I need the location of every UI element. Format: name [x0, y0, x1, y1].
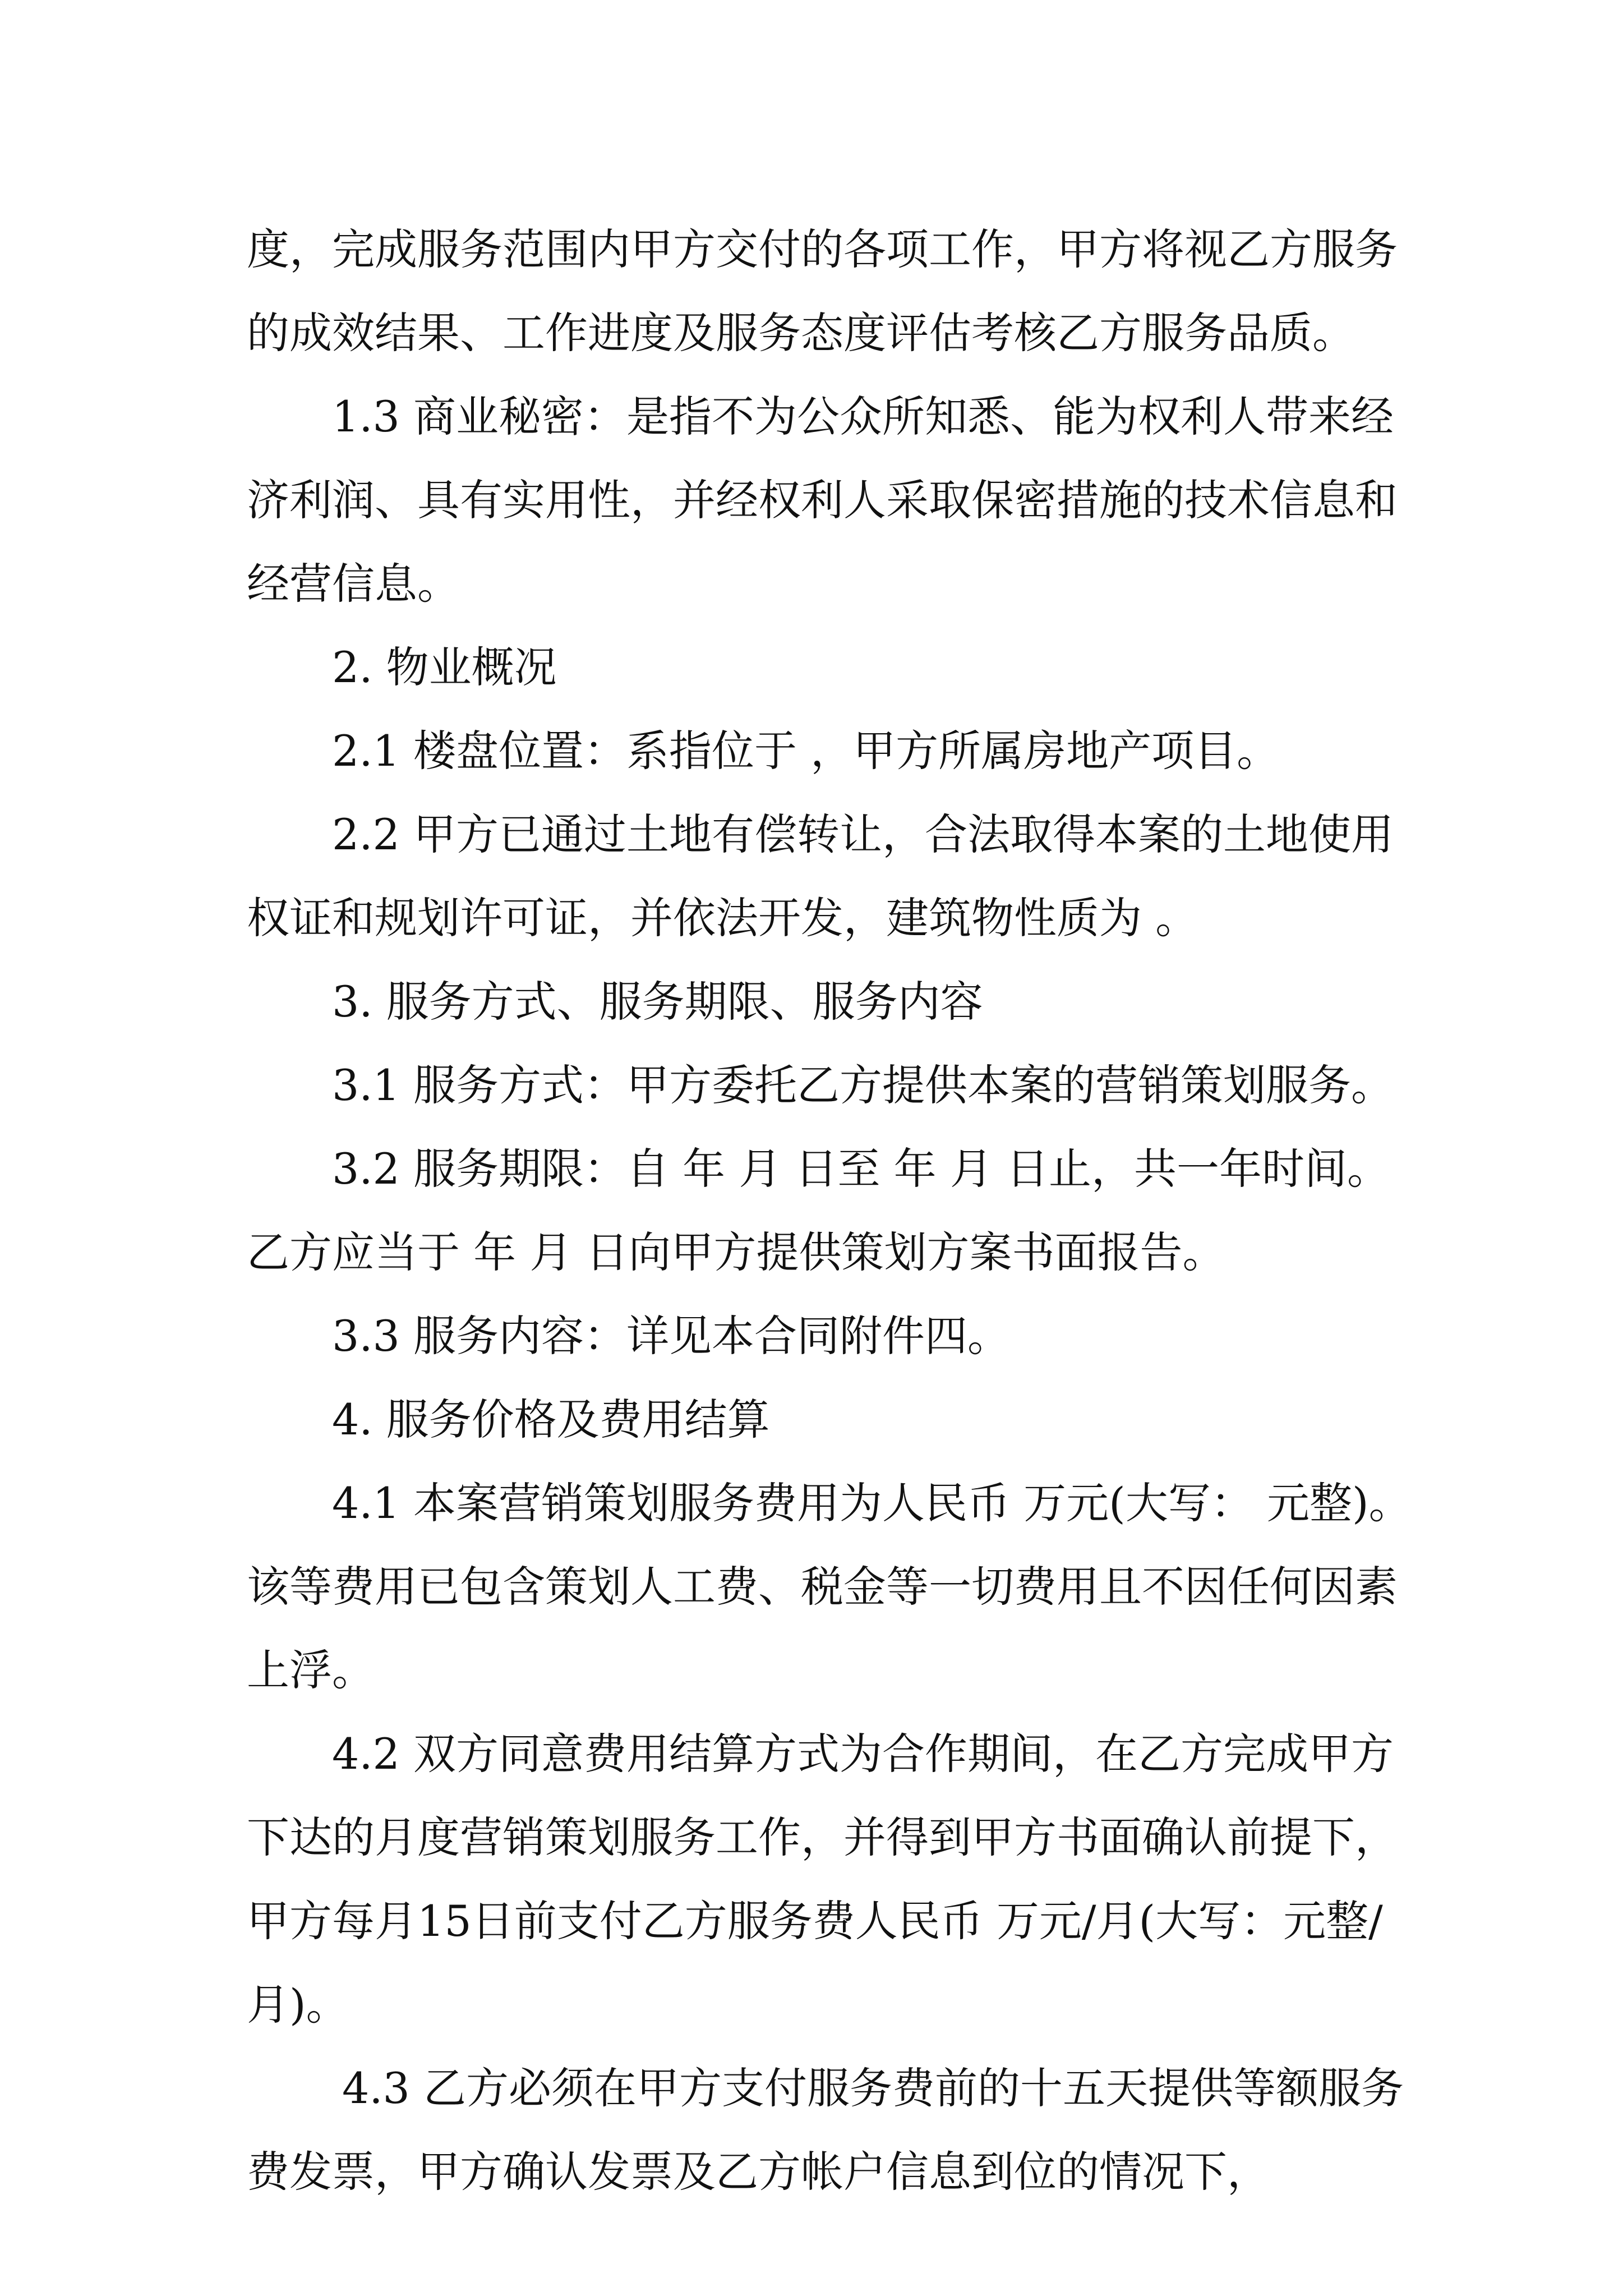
heading-3-service-terms: 3. 服务方式、服务期限、服务内容	[332, 977, 983, 1027]
paragraph-3-1-service-method: 3.1 服务方式：甲方委托乙方提供本案的营销策划服务。	[332, 1060, 1394, 1110]
paragraph-1-3-trade-secret: 1.3 商业秘密：是指不为公众所知悉、能为权利人带来经济利润、具有实用性，并经权利人采取保密措施的技术信息和经营信息。	[247, 392, 1398, 609]
paragraph-3-2-service-period: 3.2 服务期限：自 年 月 日至 年 月 日止，共一年时间。乙方应当于 年 月 日向甲方提供策划方案书面报告。	[247, 1144, 1390, 1277]
paragraph-2-2-land-use: 2.2 甲方已通过土地有偿转让，合法取得本案的土地使用权证和规划许可证，并依法开发，建筑物性质为 。	[247, 809, 1394, 943]
paragraph-4-3-invoice: 4.3 乙方必须在甲方支付服务费前的十五天提供等额服务费发票，甲方确认发票及乙方帐户信息到位的情况下，	[247, 2063, 1404, 2197]
paragraph-service-evaluation: 度，完成服务范围内甲方交付的各项工作，甲方将视乙方服务的成效结果、工作进度及服务态度评估考核乙方服务品质。	[247, 224, 1398, 358]
paragraph-4-1-service-fee: 4.1 本案营销策划服务费用为人民币 万元(大写： 元整)。该等费用已包含策划人工费、税金等一切费用且不因任何因素上浮。	[247, 1478, 1412, 1695]
paragraph-3-3-service-content: 3.3 服务内容：详见本合同附件四。	[332, 1311, 1011, 1361]
contract-body-text	[247, 208, 1430, 2214]
paragraph-4-2-payment-method: 4.2 双方同意费用结算方式为合作期间，在乙方完成甲方下达的月度营销策划服务工作，并得到甲方书面确认前提下，甲方每月15日前支付乙方服务费人民币 万元/月(大写：元整/月)。	[247, 1729, 1398, 2030]
paragraph-2-1-location: 2.1 楼盘位置：系指位于 ，甲方所属房地产项目。	[332, 726, 1280, 776]
heading-4-price-settlement: 4. 服务价格及费用结算	[332, 1395, 770, 1444]
heading-2-property-overview: 2. 物业概况	[332, 642, 557, 692]
